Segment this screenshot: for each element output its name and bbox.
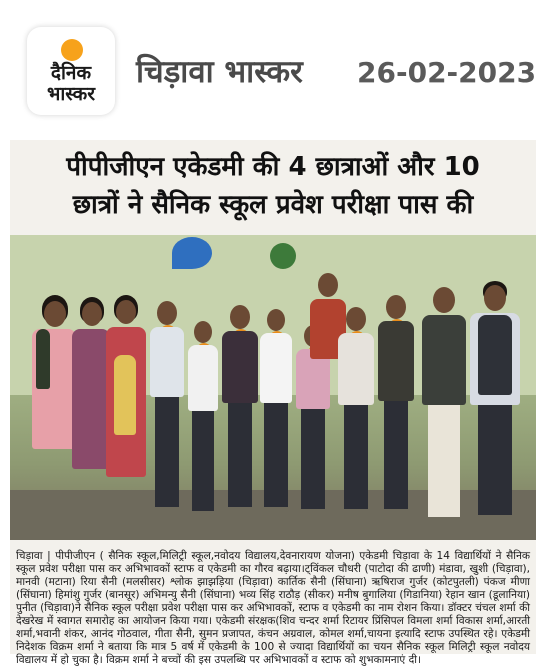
sun-icon bbox=[61, 39, 83, 61]
headline bbox=[10, 148, 536, 224]
wall-decoration bbox=[270, 243, 296, 269]
headline-line1: पीपीजीएन एकेडमी की 4 छात्राओं और 10 bbox=[66, 152, 480, 182]
person-woman bbox=[72, 297, 110, 537]
news-clipping bbox=[10, 140, 536, 666]
person-student bbox=[338, 307, 374, 529]
person-student bbox=[188, 321, 218, 531]
person-man-right bbox=[470, 281, 520, 536]
headline-line2: छात्रों ने सैनिक स्कूल प्रवेश परीक्षा पास की bbox=[72, 190, 474, 220]
group-photo bbox=[10, 235, 536, 540]
person-woman-left bbox=[32, 295, 76, 540]
person-man bbox=[422, 287, 466, 537]
article-body: चिड़ावा | पीपीजीएन ( सैनिक स्कूल,मिलिट्री स्कूल,नवोदय विद्यालय,देवनारायण योजना) एकेडमी चिड़ावा के 14 विद्यार्थियों ने सैनिक स्कूल प्रवेश परीक्षा पास कर अभिभावकों स्टाफ व एकेडमी का गौरव बढ़ाया।ट्विंकल चौधरी (पाटोदा की ढाणी) मंडावा, खुशी (चिड़ावा), मानवी (मटाना) रिया सैनी (मलसीसर) श्लोक झाझड़िया (चिड़ावा) कार्तिक सैनी (सिंघाना) ऋषिराज गुर्जर (कोटपुतली) पंकज मीणा (सिंघाना) हिमांशु गुर्जर (बानसूर) अभिमन्यु सैनी (सिंघाना) भव्य सिंह राठौड़ (सीकर) मनीष बुगालिया (गिडानिया) रेहान खान (डूलानिया) पुनीत (चिड़ावा)ने सैनिक स्कूल परीक्षा प्रवेश परीक्षा पास कर अभिभावकों, स्टाफ व एकेडमी का नाम रोशन किया। डॉक्टर चंचल शर्मा की देखरेख में स्वागत समारोह का आयोजन किया गया। एकेडमी संरक्षक(शिव चन्दर शर्मा रिटायर प्रिंसिपल विमला शर्मा विकास शर्मा,आरती शर्मा,भवानी शंकर, आनंद गोठवाल, गीता सैनी, सुमन प्रजापत, कंचन अग्रवाल, कोमल शर्मा,चायना इत्यादि स्टाफ उपस्थित रहे। एकेडमी निदेशक विक्रम शर्मा ने बताया कि मात्र 5 वर्ष में एकेडमी के 100 से ज्यादा विद्यार्थियों का चयन सैनिक स्कूल मिलिट्री स्कूल नवोदय विद्यालय में हो चुका है। विक्रम शर्मा ने बच्चों की इस उपलब्धि पर अभिभावकों व स्टाफ को शुभकामनाएं दी। bbox=[16, 550, 530, 666]
person-woman bbox=[106, 295, 146, 535]
wall-decoration bbox=[172, 237, 212, 269]
page-header bbox=[0, 0, 546, 135]
person-student bbox=[378, 295, 414, 530]
person-student bbox=[150, 301, 184, 531]
logo-text-line1: दैनिक bbox=[50, 62, 92, 84]
person-student bbox=[222, 305, 258, 530]
logo-text-line2: भास्कर bbox=[46, 83, 96, 105]
edition-title: चिड़ावा भास्कर bbox=[136, 54, 303, 90]
person-student bbox=[260, 309, 292, 529]
dainik-bhaskar-logo bbox=[27, 27, 115, 115]
edition-date: 26-02-2023 bbox=[357, 56, 537, 89]
